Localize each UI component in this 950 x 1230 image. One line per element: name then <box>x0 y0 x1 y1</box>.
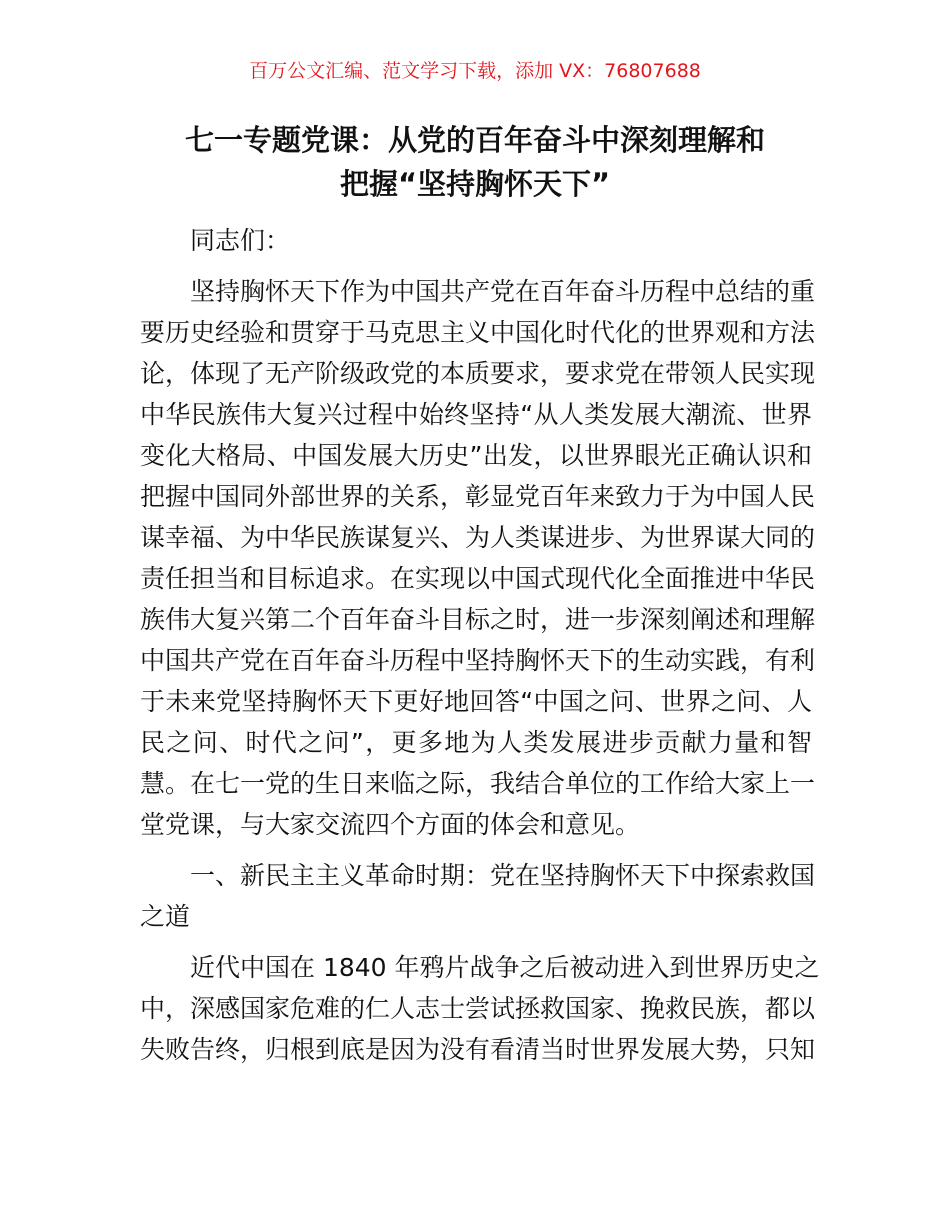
text-line: 慧。在七一党的生日来临之际，我结合单位的工作给大家上一 <box>140 769 816 798</box>
text-line: 要历史经验和贯穿于马克思主义中国化时代化的世界观和方法 <box>140 318 816 347</box>
paragraph <box>140 855 816 937</box>
text-line: 近代中国在 1840 年鸦片战争之后被动进入到世界历史之 <box>190 953 820 982</box>
watermark-header: 百万公文汇编、范文学习下载，添加 VX：76807688 <box>249 60 701 82</box>
title-line: 七一专题党课：从党的百年奋斗中深刻理解和 <box>184 123 765 157</box>
text-line: 坚持胸怀天下作为中国共产党在百年奋斗历程中总结的重 <box>190 277 816 306</box>
text-line: 把握中国同外部世界的关系，彰显党百年来致力于为中国人民 <box>140 482 816 511</box>
text-line: 堂党课，与大家交流四个方面的体会和意见。 <box>140 810 641 839</box>
paragraph <box>140 947 820 1070</box>
title-line: 把握“坚持胸怀天下” <box>339 167 611 201</box>
document-body <box>140 220 820 1080</box>
text-line: 中国共产党在百年奋斗历程中坚持胸怀天下的生动实践，有利 <box>140 646 816 675</box>
paragraph <box>140 271 816 845</box>
text-line: 一、新民主主义革命时期：党在坚持胸怀天下中探索救国 <box>190 861 816 890</box>
text-line: 于未来党坚持胸怀天下更好地回答“中国之问、世界之问、人 <box>140 687 812 716</box>
text-line: 之道 <box>140 902 191 931</box>
text-line: 论，体现了无产阶级政党的本质要求，要求党在带领人民实现 <box>140 359 816 388</box>
text-line: 中，深感国家危难的仁人志士尝试拯救国家、挽救民族，都以 <box>140 994 816 1023</box>
text-line: 民之问、时代之问”，更多地为人类发展进步贡献力量和智 <box>140 728 812 757</box>
text-line: 责任担当和目标追求。在实现以中国式现代化全面推进中华民 <box>140 564 816 593</box>
paragraph <box>140 220 812 261</box>
text-line: 中华民族伟大复兴过程中始终坚持“从人类发展大潮流、世界 <box>140 400 812 429</box>
text-line: 族伟大复兴第二个百年奋斗目标之时，进一步深刻阐述和理解 <box>140 605 816 634</box>
text-line: 谋幸福、为中华民族谋复兴、为人类谋进步、为世界谋大同的 <box>140 523 816 552</box>
text-line: 变化大格局、中国发展大历史”出发，以世界眼光正确认识和 <box>140 441 812 470</box>
text-line: 同志们： <box>190 226 291 255</box>
text-line: 失败告终，归根到底是因为没有看清当时世界发展大势，只知 <box>140 1035 816 1064</box>
document-title <box>0 118 950 206</box>
